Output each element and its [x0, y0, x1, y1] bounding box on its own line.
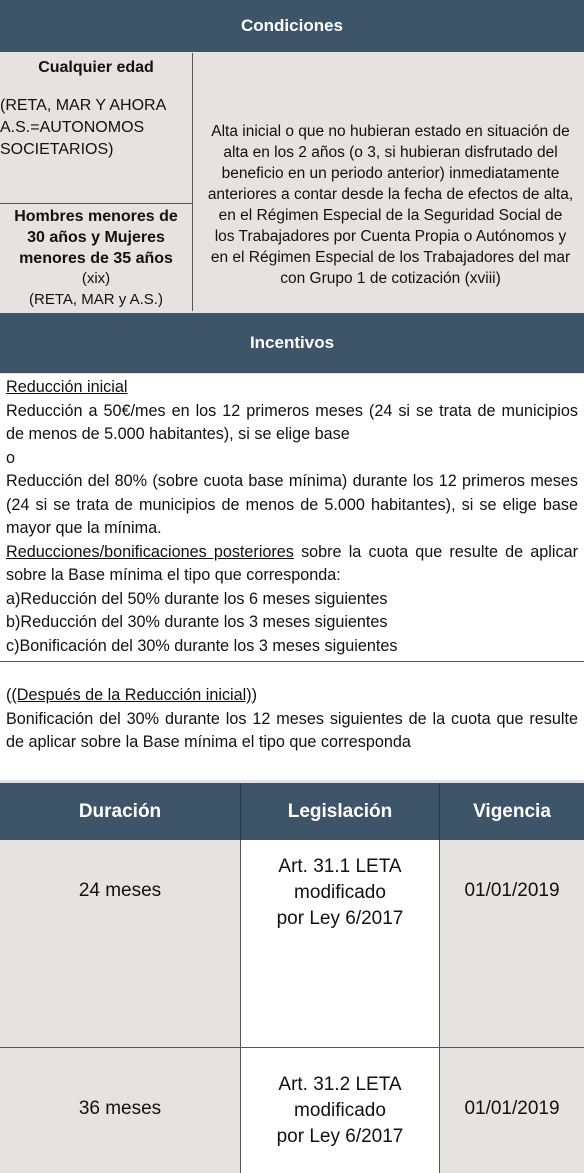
age-group-young-title: Hombres menores de 30 años y Mujeres menores de 35 años	[14, 208, 178, 267]
after-initial-text: Bonificación del 30% durante los 12 meses siguientes de la cuota que resulte de aplicar sobre la Base mínima el tipo que corresponda	[6, 709, 578, 751]
legislation-line: por Ley 6/2017	[276, 1126, 404, 1147]
legislation-line: modificado	[294, 882, 386, 903]
legislation-line: por Ley 6/2017	[276, 908, 404, 929]
validity-cell: 01/01/2019	[464, 1098, 560, 1119]
age-group-any-detail: (RETA, MAR Y AHORA A.S.=AUTONOMOS SOCIETARIOS)	[0, 97, 166, 158]
later-reduction-item: c)Bonificación del 30% durante los 3 meses siguientes	[6, 636, 398, 655]
validity-cell: 01/01/2019	[464, 880, 560, 901]
incentives-header	[0, 313, 584, 373]
legislation-line: modificado	[294, 1100, 386, 1121]
table-header	[0, 783, 584, 840]
legislation-line: Art. 31.1 LETA	[278, 856, 402, 877]
legislation-line: Art. 31.2 LETA	[278, 1074, 402, 1095]
later-reductions	[6, 541, 578, 588]
age-group-young	[0, 203, 192, 311]
initial-reduction-title: Reducción inicial	[6, 378, 128, 396]
after-initial-title: ((Después de la Reducción inicial))	[6, 686, 258, 704]
later-reductions-intro: sobre la cuota que resulte de aplicar sobre la Base mínima el tipo que corresponda:	[6, 542, 578, 584]
age-group-any	[0, 53, 192, 203]
later-reductions-title: Reducciones/bonificaciones posteriores	[6, 542, 294, 561]
condition-requirement-text: Alta inicial o que no hubieran estado en situación de alta en los 2 años (o 3, si hubieran disfrutado del beneficio en un periodo anterior) inmediatamente anteriores a contar desde la fecha de efectos de alta, en el Régimen Especial de la Seguridad Social de los Trabajadores por Cuenta Propia o Autónomos y en el Régimen Especial de los Trabajadores del mar con Grupo 1 de cotización (xviii)	[207, 123, 574, 287]
initial-reduction-option-1: Reducción a 50€/mes en los 12 primeros meses (24 si se trata de municipios de menos de 5.000 habitantes), si se elige base	[6, 401, 578, 443]
table-row	[0, 1048, 584, 1173]
age-group-young-detail: (RETA, MAR y A.S.)	[29, 291, 163, 308]
incentives-after	[0, 662, 584, 780]
column-header-legislation: Legislación	[240, 783, 440, 840]
initial-reduction-or: o	[6, 448, 16, 467]
duration-cell: 36 meses	[78, 1098, 162, 1119]
age-group-young-note: (xix)	[81, 270, 111, 287]
conditions-header-label: Condiciones	[240, 16, 343, 35]
initial-reduction-option-2: Reducción del 80% (sobre cuota base mínima) durante los 12 primeros meses (24 si se trata de municipios de menos de 5.000 habitantes), si se elige base mayor que la mínima.	[6, 472, 578, 537]
after-initial-title-text: (Después de la Reducción inicial)	[11, 686, 252, 704]
column-header-validity: Vigencia	[473, 800, 551, 822]
incentives-header-label: Incentivos	[249, 333, 335, 352]
legislation-cell	[240, 840, 440, 1047]
incentives-main	[0, 374, 584, 662]
conditions-header	[0, 0, 584, 52]
condition-requirement	[192, 53, 584, 311]
age-group-any-title: Cualquier edad	[38, 59, 154, 76]
later-reduction-item: a)Reducción del 50% durante los 6 meses siguientes	[6, 589, 388, 608]
legislation-cell	[240, 1048, 440, 1173]
column-header-duration: Duración	[78, 800, 162, 822]
duration-cell: 24 meses	[78, 880, 162, 901]
later-reduction-item: b)Reducción del 30% durante los 3 meses siguientes	[6, 613, 388, 631]
table-row	[0, 840, 584, 1048]
